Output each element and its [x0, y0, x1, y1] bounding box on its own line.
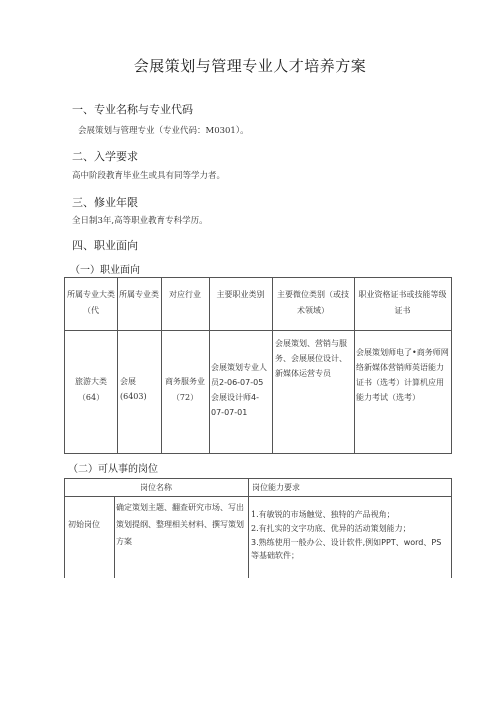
- cell-certificate: 会展策划师电了•商务师网络新媒体营销师英语能力证书（选考）计算机应用能力考试（选考）: [356, 348, 449, 402]
- header-major-class: 所属专业类: [119, 290, 159, 299]
- header-position-category: 主要微位类别（或技术领域）: [277, 290, 349, 315]
- ability-item: 3.熟练使用一般办公、设计软件,例如PPT、word、PS等基础软件；: [251, 538, 442, 560]
- section-heading-2: 二、入学要求: [72, 150, 138, 163]
- header-occupation-category: 主要职业类别: [216, 290, 265, 299]
- header-major-category: 所属专业大类（代: [67, 290, 115, 315]
- ability-item: 2.有扎实的文字功底、优异的活动策划能力；: [251, 524, 411, 533]
- cell-position-category: 会展策划、营销与服务、会展展位设计、新媒体运营专员: [275, 339, 347, 378]
- header-position-name: 岗位名称: [140, 483, 172, 492]
- cell-position-duty: 确定策划主题、翻查研究市场、写出策划提纲、整理相关材料、撰写策划方案: [116, 503, 244, 546]
- section-heading-4: 四、职业面向: [72, 239, 138, 252]
- section-text-2: 高中阶段教育毕业生或具有同等学力者。: [72, 171, 226, 181]
- document-title: 会展策划与管理专业人才培养方案: [133, 57, 367, 75]
- ability-item: 1.有敏锐的市场触觉、独特的产品视角；: [251, 510, 395, 519]
- cell-position-name: 初始岗位: [68, 520, 100, 529]
- table2-subtitle: （二）可从事的岗位: [68, 464, 158, 475]
- header-certificate: 职业资格证书或技能等级证书: [358, 290, 447, 315]
- cell-major-class: 会展(6403): [120, 377, 147, 401]
- cell-occupation-category: 会展策划专业人员2-06-07-05会展设计师4-07-07-01: [211, 363, 267, 417]
- section-heading-1: 一、专业名称与专业代码: [72, 103, 193, 116]
- section-text-1: 会展策划与管理专业（专业代码：M0301）。: [78, 126, 249, 136]
- section-text-3: 全日制3年,高等职业教育专科学历。: [72, 216, 208, 226]
- cell-industry: 商务服务业（72）: [165, 377, 205, 402]
- header-ability-requirements: 岗位能力要求: [252, 483, 300, 492]
- header-industry: 对应行业: [169, 290, 201, 299]
- cell-major-category: 旅游大类（64）: [75, 377, 107, 402]
- section-heading-3: 三、修业年限: [72, 196, 138, 209]
- table1-subtitle: （一）职业面向: [70, 265, 140, 276]
